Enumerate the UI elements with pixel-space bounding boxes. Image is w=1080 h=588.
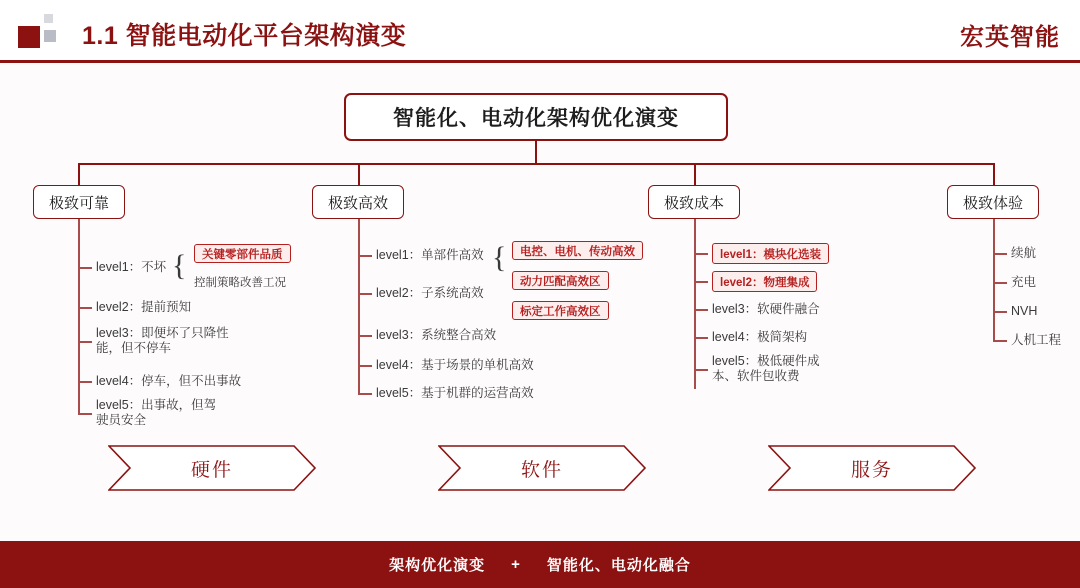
diagram-canvas	[0, 63, 1080, 541]
page-title: 1.1 智能电动化平台架构演变	[82, 22, 407, 50]
connector-branch3-tick5	[694, 369, 708, 371]
chevron-label: 硬件	[190, 459, 233, 481]
tag-badge: 关键零部件品质	[194, 244, 291, 263]
list-item: level3：软硬件融合	[712, 302, 820, 316]
list-item: level4：基于场景的单机高效	[376, 358, 534, 372]
connector-branch4-tick4	[993, 340, 1007, 342]
connector-branch3-tick2	[694, 281, 708, 283]
note-text: 控制策略改善工况	[194, 277, 286, 289]
connector-branch1-tick2	[78, 307, 92, 309]
list-item: level5：基于机群的运营高效	[376, 386, 534, 400]
chevron-hardware	[108, 445, 316, 491]
connector-drop-2	[358, 163, 360, 185]
connector-drop-4	[993, 163, 995, 185]
connector-branch3-spine	[694, 219, 696, 389]
connector-root-stem	[535, 141, 537, 163]
brand-logo-text: 宏英智能	[960, 24, 1060, 51]
list-item: 续航	[1011, 246, 1037, 260]
list-item: level3：即便坏了只降性能，但不停车	[96, 326, 229, 355]
list-item: level2：子系统高效	[376, 286, 484, 300]
list-item: level5：极低硬件成本、软件包收费	[712, 354, 820, 383]
branch-node-reliability: 极致可靠	[33, 185, 125, 219]
branch-node-experience: 极致体验	[947, 185, 1039, 219]
list-item: level4：极简架构	[712, 330, 808, 344]
connector-branch2-spine	[358, 219, 360, 393]
footer-right-text: 智能化、电动化融合	[546, 557, 691, 574]
connector-branch3-tick4	[694, 337, 708, 339]
connector-branch3-tick3	[694, 309, 708, 311]
tag-badge: 电控、电机、传动高效	[512, 241, 643, 260]
list-item: level4：停车，但不出事故	[96, 374, 242, 388]
connector-branch4-spine	[993, 219, 995, 341]
connector-branch2-tick5	[358, 393, 372, 395]
chevron-software	[438, 445, 646, 491]
connector-branch2-tick1	[358, 255, 372, 257]
connector-branch1-tick3	[78, 341, 92, 343]
logo-icon	[18, 14, 58, 48]
chevron-label: 软件	[520, 459, 563, 481]
connector-branch2-tick2	[358, 293, 372, 295]
connector-branch1-tick4	[78, 381, 92, 383]
connector-branch2-tick3	[358, 335, 372, 337]
list-item: level1：单部件高效	[376, 248, 484, 262]
connector-branch4-tick3	[993, 311, 1007, 313]
diagram-root-node: 智能化、电动化架构优化演变	[344, 93, 728, 141]
tag-badge: 标定工作高效区	[512, 301, 609, 320]
connector-branch4-tick2	[993, 282, 1007, 284]
brace-icon: {	[172, 249, 187, 282]
page-footer	[0, 541, 1080, 588]
connector-bus	[78, 163, 994, 165]
branch-node-efficiency: 极致高效	[312, 185, 404, 219]
connector-branch1-tick1	[78, 267, 92, 269]
tag-badge: 动力匹配高效区	[512, 271, 609, 290]
list-item: level2：提前预知	[96, 300, 192, 314]
footer-plus: +	[511, 556, 521, 573]
connector-branch2-tick4	[358, 365, 372, 367]
list-item: level3：系统整合高效	[376, 328, 497, 342]
list-item: 充电	[1011, 275, 1037, 289]
connector-branch1-tick5	[78, 413, 92, 415]
chevron-label: 服务	[850, 459, 893, 481]
connector-branch4-tick1	[993, 253, 1007, 255]
connector-branch3-tick1	[694, 253, 708, 255]
branch-node-cost: 极致成本	[648, 185, 740, 219]
list-item: 人机工程	[1011, 333, 1062, 347]
list-item-highlighted: level2：物理集成	[712, 271, 817, 292]
list-item: level5：出事故，但驾驶员安全	[96, 398, 217, 427]
list-item: level1：不坏	[96, 260, 167, 274]
brace-icon: {	[492, 241, 507, 274]
page-header	[0, 0, 1080, 62]
list-item: NVH	[1011, 304, 1038, 318]
connector-drop-1	[78, 163, 80, 185]
chevron-service	[768, 445, 976, 491]
footer-left-text: 架构优化演变	[389, 557, 486, 574]
connector-drop-3	[694, 163, 696, 185]
connector-branch1-spine	[78, 219, 80, 413]
list-item-highlighted: level1：模块化选装	[712, 243, 829, 264]
